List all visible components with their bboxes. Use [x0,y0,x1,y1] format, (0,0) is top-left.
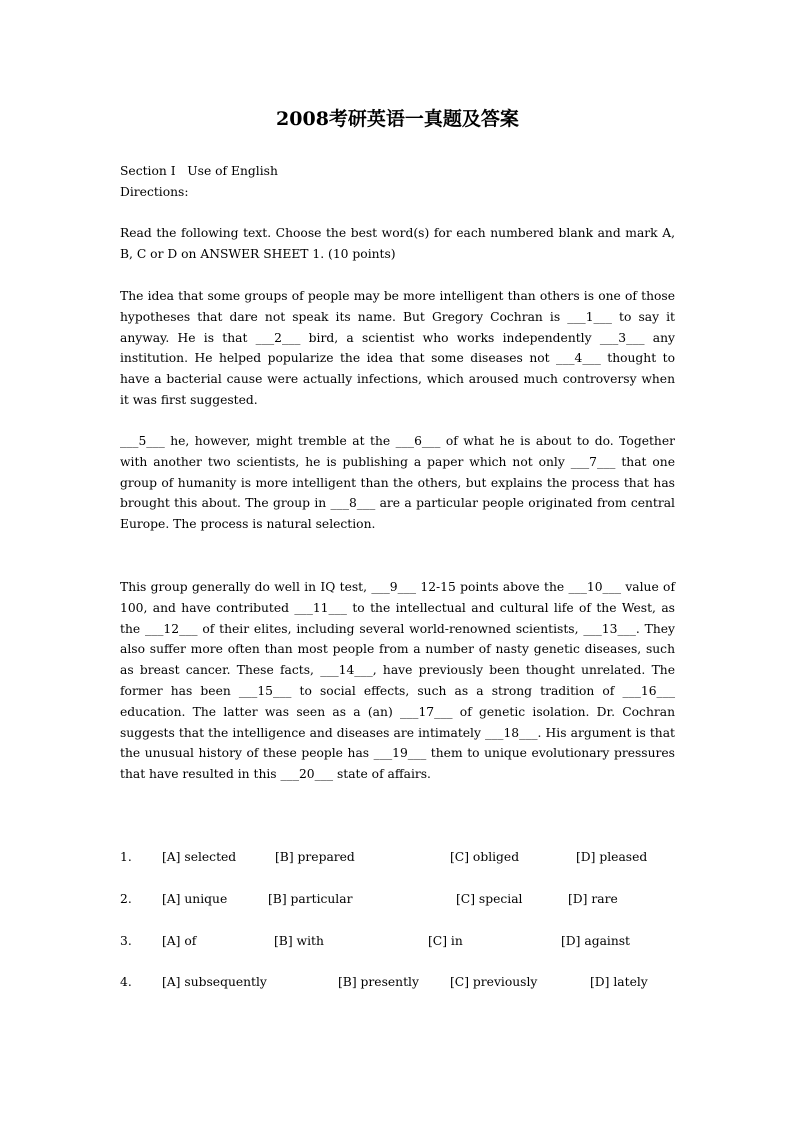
option-b: [B] particular [268,892,353,906]
option-c: [C] previously [450,975,538,989]
question-number: 4. [120,975,132,989]
option-d: [D] rare [568,892,618,906]
passage-paragraph-1: The idea that some groups of people may be more intelligent than others is one of those hypotheses that dare not speak its name. But Gregory Cochran is ___1___ to say it anyway. He is that ___2___ bird, a scientist who works independently ___3___ any institution. He helped popularize the idea that some diseases not ___4___ thought to have a bacterial cause were actually infections, which aroused much controversy when it was first suggested. [120,289,675,407]
question-number: 3. [120,934,132,948]
option-c: [C] special [456,892,523,906]
option-c: [C] in [428,934,463,948]
section-heading: Section I Use of English [120,164,278,178]
option-d: [D] against [561,934,631,948]
option-d: [D] lately [590,975,648,989]
option-a: [A] unique [162,892,228,906]
option-b: [B] prepared [275,850,355,864]
option-b: [B] with [274,934,324,948]
question-number: 2. [120,892,132,906]
option-c: [C] obliged [450,850,520,864]
passage-paragraph-2: ___5___ he, however, might tremble at the ___6___ of what he is about to do. Together with another two scientists, he is publishing a paper which not only ___7___ that one group of humanity is more intelligent than the others, but explains the process that has brought this about. The group in ___8___ are a particular people originated from central Europe. The process is natural selection. [120,434,675,532]
option-b: [B] presently [338,975,419,989]
directions-label: Directions: [120,185,189,199]
instructions-text: Read the following text. Choose the best word(s) for each numbered blank and mark A, B, C or D on ANSWER SHEET 1. (10 points) [120,226,675,261]
question-number: 1. [120,850,132,864]
passage-paragraph-3: This group generally do well in IQ test, ___9___ 12-15 points above the ___10___ value of 100, and have contributed ___11___ to the intellectual and cultural life of the West, as the ___12___ of their elites, including several world-renowned scientists, ___13___. They also suffer more often than most people from a number of nasty genetic diseases, such as breast cancer. These facts, ___14___, have previously been thought unrelated. The former has been ___15___ to social effects, such as a strong tradition of ___16___ education. The latter was seen as a (an) ___17___ of genetic isolation. Dr. Cochran suggests that the intelligence and diseases are intimately ___18___. His argument is that the unusual history of these people has ___19___ them to unique evolutionary pressures that have resulted in this ___20___ state of affairs. [120,580,675,782]
option-a: [A] selected [162,850,237,864]
option-a: [A] subsequently [162,975,267,989]
option-a: [A] of [162,934,197,948]
option-d: [D] pleased [576,850,648,864]
document-title: 2008考研英语一真题及答案 [276,108,519,130]
